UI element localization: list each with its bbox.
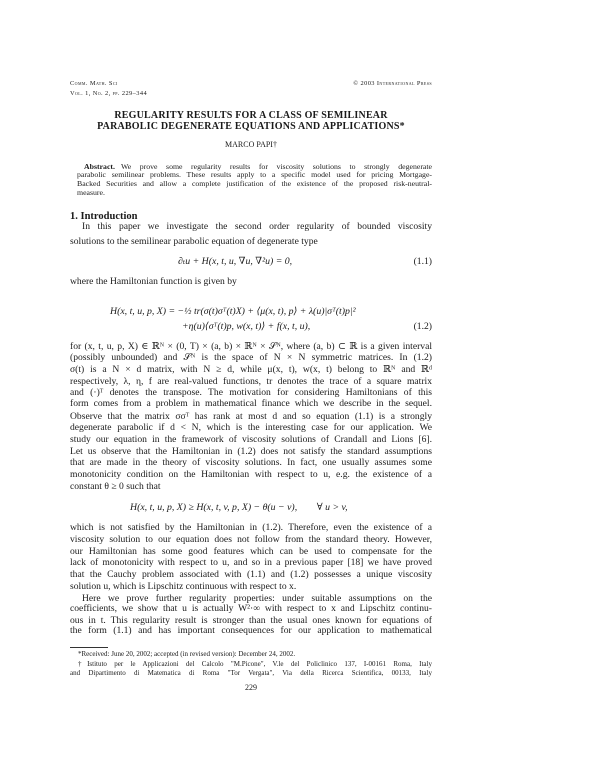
monotonicity-equation: H(x, t, u, p, X) ≥ H(x, t, v, p, X) − θ(u − v), ∀ u > v, bbox=[130, 502, 348, 513]
footnote-received: *Received: June 20, 2002; accepted (in revised version): December 24, 2002. bbox=[78, 650, 296, 658]
equation-1-1: ∂ₜu + H(x, t, u, ∇u, ∇²u) = 0, bbox=[178, 256, 293, 267]
equation-1-2-line-2: +η(u)⟨σᵀ(t)p, w(x, t)⟩ + f(x, t, u), bbox=[182, 321, 311, 332]
body-text-line: Here we prove further regularity properties: under suitable assumptions on the bbox=[82, 593, 432, 604]
body-text-line: ous in t. This regularity result is stronger than the usual ones known for equations of bbox=[70, 615, 432, 626]
body-text-line: (possibly unbounded) and 𝒮ᴺ is the space of N × N symmetric matrices. In (1.2) bbox=[70, 352, 432, 363]
body-text-line: Observe that the matrix σσᵀ has rank at most d and so equation (1.1) is a strongly bbox=[70, 411, 432, 422]
body-text-line: respectively, λ, η, f are real-valued functions, tr denotes the trace of a square matrix bbox=[70, 376, 432, 387]
body-text-line: our Hamiltonian has some good features which can be used to compensate for the bbox=[70, 546, 432, 557]
abstract-line: parabolic semilinear problems. These results apply to a specific model used for pricing Mortgage- bbox=[77, 170, 432, 179]
body-text-line: the form (1.1) and has important consequences for our application to mathematical bbox=[70, 625, 432, 636]
body-text-line: and (·)ᵀ denotes the transpose. The motivation for considering Hamiltonians of this bbox=[70, 387, 432, 398]
equation-number-1-2: (1.2) bbox=[413, 321, 432, 332]
body-text-line: constant θ ≥ 0 such that bbox=[70, 481, 161, 492]
body-text-line: σ(t) is a N × d matrix, with N ≥ d, while μ(x, t), w(x, t) belong to ℝᴺ and ℝᵈ bbox=[70, 364, 432, 375]
body-text-line: viscosity solution to our equation does not follow from the standard theory. However, bbox=[70, 534, 432, 545]
body-text-line: that the Cauchy problem associated with (1.1) and (1.2) possesses a unique viscosity bbox=[70, 569, 432, 580]
equation-1-2-line-1: H(x, t, u, p, X) = −½ tr(σ(t)σᵀ(t)X) + ⟨μ(x, t), p⟩ + λ(u)|σᵀ(t)p|² bbox=[110, 306, 356, 317]
section-heading: 1. Introduction bbox=[70, 211, 138, 222]
footnote-affiliation: †Istituto per le Applicazioni del Calcolo "M.Picone", V.le del Policlinico 137, I-00161 Roma, Italy bbox=[78, 660, 432, 668]
abstract-text: We prove some regularity results for viscosity solutions to strongly degenerate bbox=[120, 162, 432, 171]
volume-info: Vol. 1, No. 2, pp. 229–344 bbox=[70, 90, 148, 97]
body-text-line: In this paper we investigate the second order regularity of bounded viscosity bbox=[82, 221, 432, 232]
footnote-rule bbox=[70, 647, 108, 648]
body-text-line: form comes from a problem in mathematical finance which we describe in the sequel. bbox=[70, 398, 432, 409]
equation-number-1-1: (1.1) bbox=[413, 256, 432, 267]
footnote-affiliation-cont: and Dipartimento di Matematica di Roma "Tor Vergata", Via della Ricerca Scientifica, 00133, Italy bbox=[70, 669, 432, 677]
author: MARCO PAPI† bbox=[225, 140, 277, 149]
body-text-line: solution u, which is Lipschitz continuous with respect to x. bbox=[70, 581, 297, 592]
body-text-line: Let us observe that the Hamiltonian in (1.2) does not satisfy the standard assumptions bbox=[70, 446, 432, 457]
body-text-line: that are made in the theory of viscosity solutions. In fact, one usually assumes some bbox=[70, 457, 432, 468]
body-text-line: degenerate parabolic if d < N, which is the interesting case for our application. We bbox=[70, 422, 432, 433]
body-text-line: for (x, t, u, p, X) ∈ ℝᴺ × (0, T) × (a, b) × ℝᴺ × 𝒮ᴺ, where (a, b) ⊂ ℝ is a given interval bbox=[70, 341, 432, 352]
paper-title-line-2: PARABOLIC DEGENERATE EQUATIONS AND APPLICATIONS* bbox=[97, 121, 405, 132]
page-number: 229 bbox=[245, 683, 257, 692]
body-text-line: solutions to the semilinear parabolic equation of degenerate type bbox=[70, 236, 318, 247]
abstract-line: measure. bbox=[77, 188, 105, 197]
body-text-line: lack of monotonicity with respect to u, and so in a previous paper [18] we have proved bbox=[70, 557, 432, 568]
abstract-line: Backed Securities and allow a complete justification of the existence of the proposed risk-neutral- bbox=[77, 179, 432, 188]
copyright: © 2003 International Press bbox=[353, 80, 432, 87]
body-text-line: coefficients, we show that u is actually W²·∞ with respect to x and Lipschitz continu- bbox=[70, 603, 432, 614]
body-text-line: where the Hamiltonian function is given by bbox=[70, 276, 237, 287]
body-text-line: which is not satisfied by the Hamiltonian in (1.2). Therefore, even the existence of a bbox=[70, 522, 432, 533]
paper-title-line-1: REGULARITY RESULTS FOR A CLASS OF SEMILINEAR bbox=[114, 110, 388, 121]
body-text-line: study our equation in the framework of viscosity solutions of Crandall and Lions [6]. bbox=[70, 434, 432, 445]
body-text-line: monotonicity condition on the Hamiltonian with respect to u, e.g. the existence of a bbox=[70, 469, 432, 480]
journal-name: Comm. Math. Sci bbox=[70, 80, 118, 87]
abstract-label: Abstract. bbox=[84, 162, 115, 171]
